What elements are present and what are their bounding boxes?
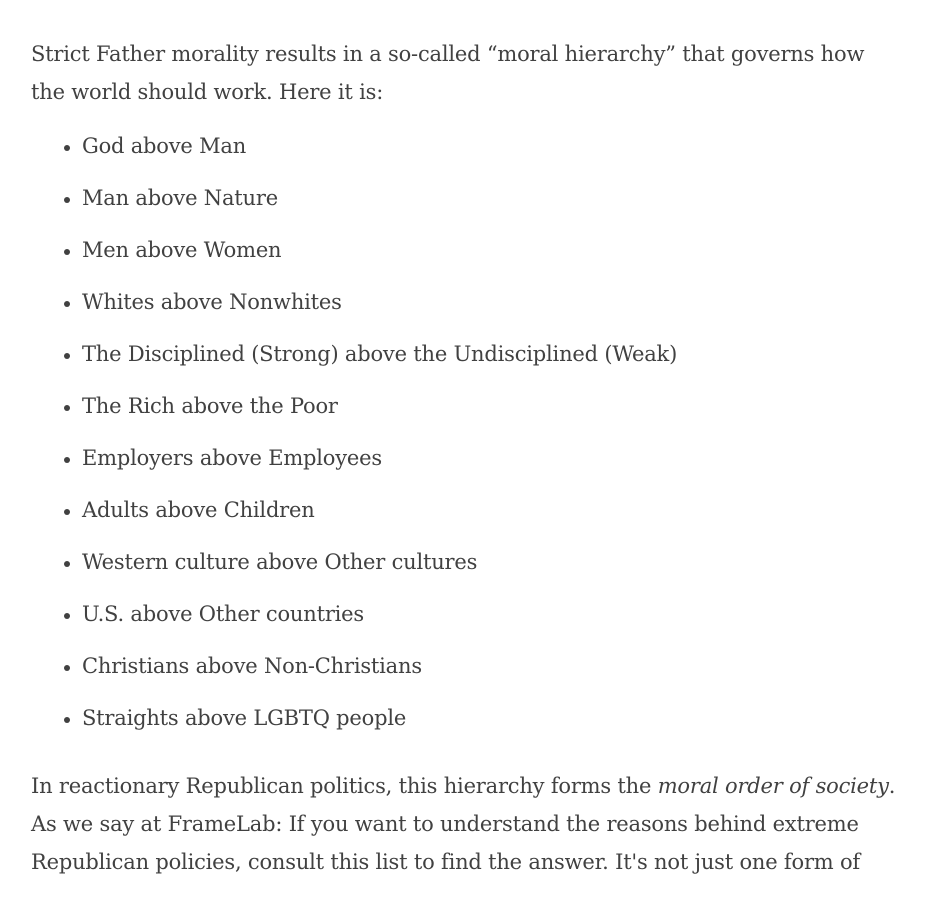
list-item-adults-above-children: • Adults above Children: [82, 491, 900, 529]
list-item-god-above-man: • God above Man: [82, 127, 900, 165]
list-item-straights-above-lgbtq: • Straights above LGBTQ people: [82, 699, 900, 737]
list-item-whites-above-nonwhites: • Whites above Nonwhites: [82, 283, 900, 321]
list-item-rich-above-poor: • The Rich above the Poor: [82, 387, 900, 425]
list-item-christians-above-nonchristians: • Christians above Non-Christians: [82, 647, 900, 685]
list-item-western-above-other-cultures: • Western culture above Other cultures: [82, 543, 900, 581]
intro-paragraph: Strict Father morality results in a so-called “moral hierarchy” that governs how the world should work. Here it is:: [31, 42, 865, 104]
list-item-disciplined-above-undisciplined: • The Disciplined (Strong) above the Undisciplined (Weak): [82, 335, 900, 373]
closing-text-after-italic: . As we say at FrameLab: If you want to understand the reasons behind extreme Republican policies, consult this list to find the answer. It's not just one form of: [31, 774, 896, 874]
list-item-us-above-other-countries: • U.S. above Other countries: [82, 595, 900, 633]
list-item-employers-above-employees: • Employers above Employees: [82, 439, 900, 477]
list-item-men-above-women: • Men above Women: [82, 231, 900, 269]
moral-hierarchy-list: [31, 127, 900, 737]
list-item-man-above-nature: • Man above Nature: [82, 179, 900, 217]
closing-paragraph: [31, 767, 900, 881]
closing-text-before-italic: In reactionary Republican politics, this hierarchy forms the: [31, 774, 658, 798]
closing-text-italic-phrase: moral order of society: [657, 774, 889, 798]
